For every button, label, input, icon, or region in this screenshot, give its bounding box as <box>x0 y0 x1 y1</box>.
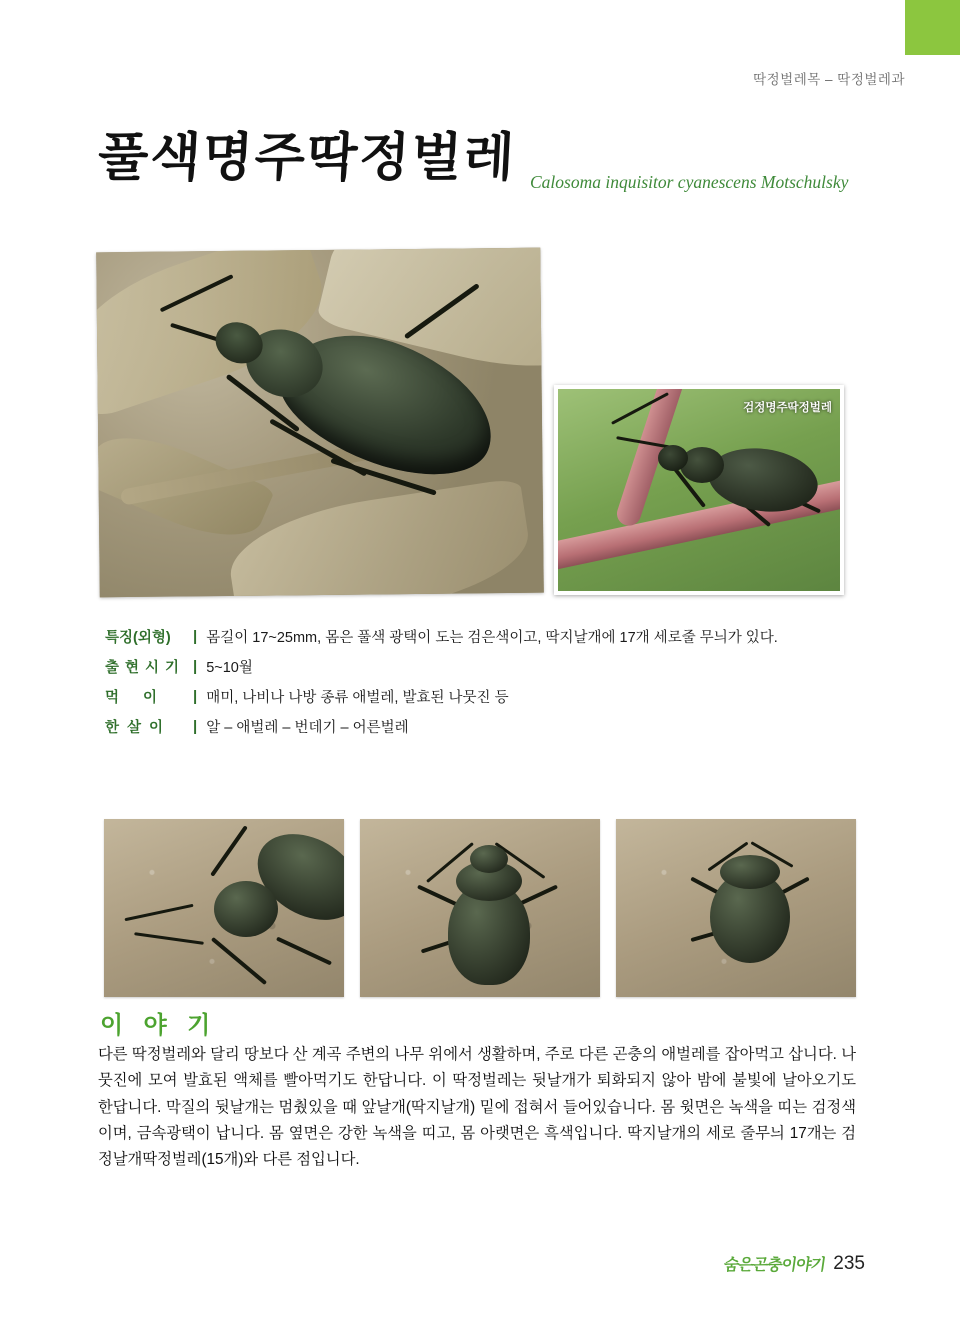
beetle-head <box>658 445 688 471</box>
breadcrumb-category: 딱정벌레목 – 딱정벌레과 <box>753 72 905 87</box>
story-heading: 이 야 기 <box>100 1011 217 1039</box>
fact-separator: | <box>193 688 198 706</box>
species-fact-list <box>105 628 865 748</box>
fact-value: 알 – 애벌레 – 번데기 – 어른벌레 <box>206 720 409 737</box>
species-scientific-name: Calosoma inquisitor cyanescens Motschulsky <box>530 172 849 192</box>
fact-label: 출현시기 <box>105 660 186 677</box>
story-body-text: 다른 딱정벌레와 달리 땅보다 산 계곡 주변의 나무 위에서 생활하며, 주로 다른 곤충의 애벌레를 잡아먹고 삽니다. 나뭇진에 모여 발효된 액체를 빨아먹기도 한답니다. 이 딱정벌레는 뒷날개가 퇴화되지 않아 밤에 불빛에 날아오기도 한답니다. 막질의 뒷날개는 멈췄있을 때 앞날개(딱지날개) 밑에 접혀서 들어있습니다. 몸 윗면은 녹색을 띠는 검정색이며, 금속광택이 납니다. 몸 옆면은 강한 녹색을 띠고, 몸 아랫면은 흑색입니다. 딱지날개의 세로 줄무늬 17개는 검정날개딱정벌레(15개)와 다른 점입니다. <box>98 1046 857 1169</box>
corner-accent-block <box>905 0 960 55</box>
fact-separator: | <box>193 718 198 736</box>
fact-label: 먹이 <box>105 690 182 707</box>
inset-photo-caption: 검정명주딱정벌레 <box>743 402 832 414</box>
fact-separator: | <box>193 658 198 676</box>
fact-row-lifecycle <box>105 718 865 739</box>
fact-row-features <box>105 628 865 649</box>
beetle-head <box>470 845 508 873</box>
fact-separator: | <box>193 628 198 645</box>
page-footer <box>724 1252 865 1275</box>
strip-photo-2 <box>360 819 600 997</box>
page-title <box>98 130 898 210</box>
fact-row-food <box>105 688 865 709</box>
strip-photo-1 <box>104 819 344 997</box>
strip-photo-3 <box>616 819 856 997</box>
fact-value: 5~10월 <box>206 660 253 677</box>
fact-value: 매미, 나비나 나방 종류 애벌레, 발효된 나뭇진 등 <box>206 690 509 707</box>
fact-row-season <box>105 658 865 679</box>
beetle-thorax <box>720 855 780 889</box>
comparison-species-photo <box>554 385 844 595</box>
photo-strip <box>104 819 856 997</box>
book-logo: 숨은곤충이야기 <box>722 1255 827 1274</box>
species-korean-name: 풀색명주딱정벌레 <box>96 128 518 188</box>
beetle-thorax <box>214 881 278 937</box>
fact-label: 한살이 <box>105 720 172 737</box>
fact-value: 몸길이 17~25mm, 몸은 풀색 광택이 도는 검은색이고, 딱지날개에 17개 세로줄 무늬가 있다. <box>206 630 778 646</box>
main-species-photo <box>96 248 544 598</box>
page-number: 235 <box>833 1253 865 1274</box>
fact-label: 특징(외형) <box>105 630 171 646</box>
